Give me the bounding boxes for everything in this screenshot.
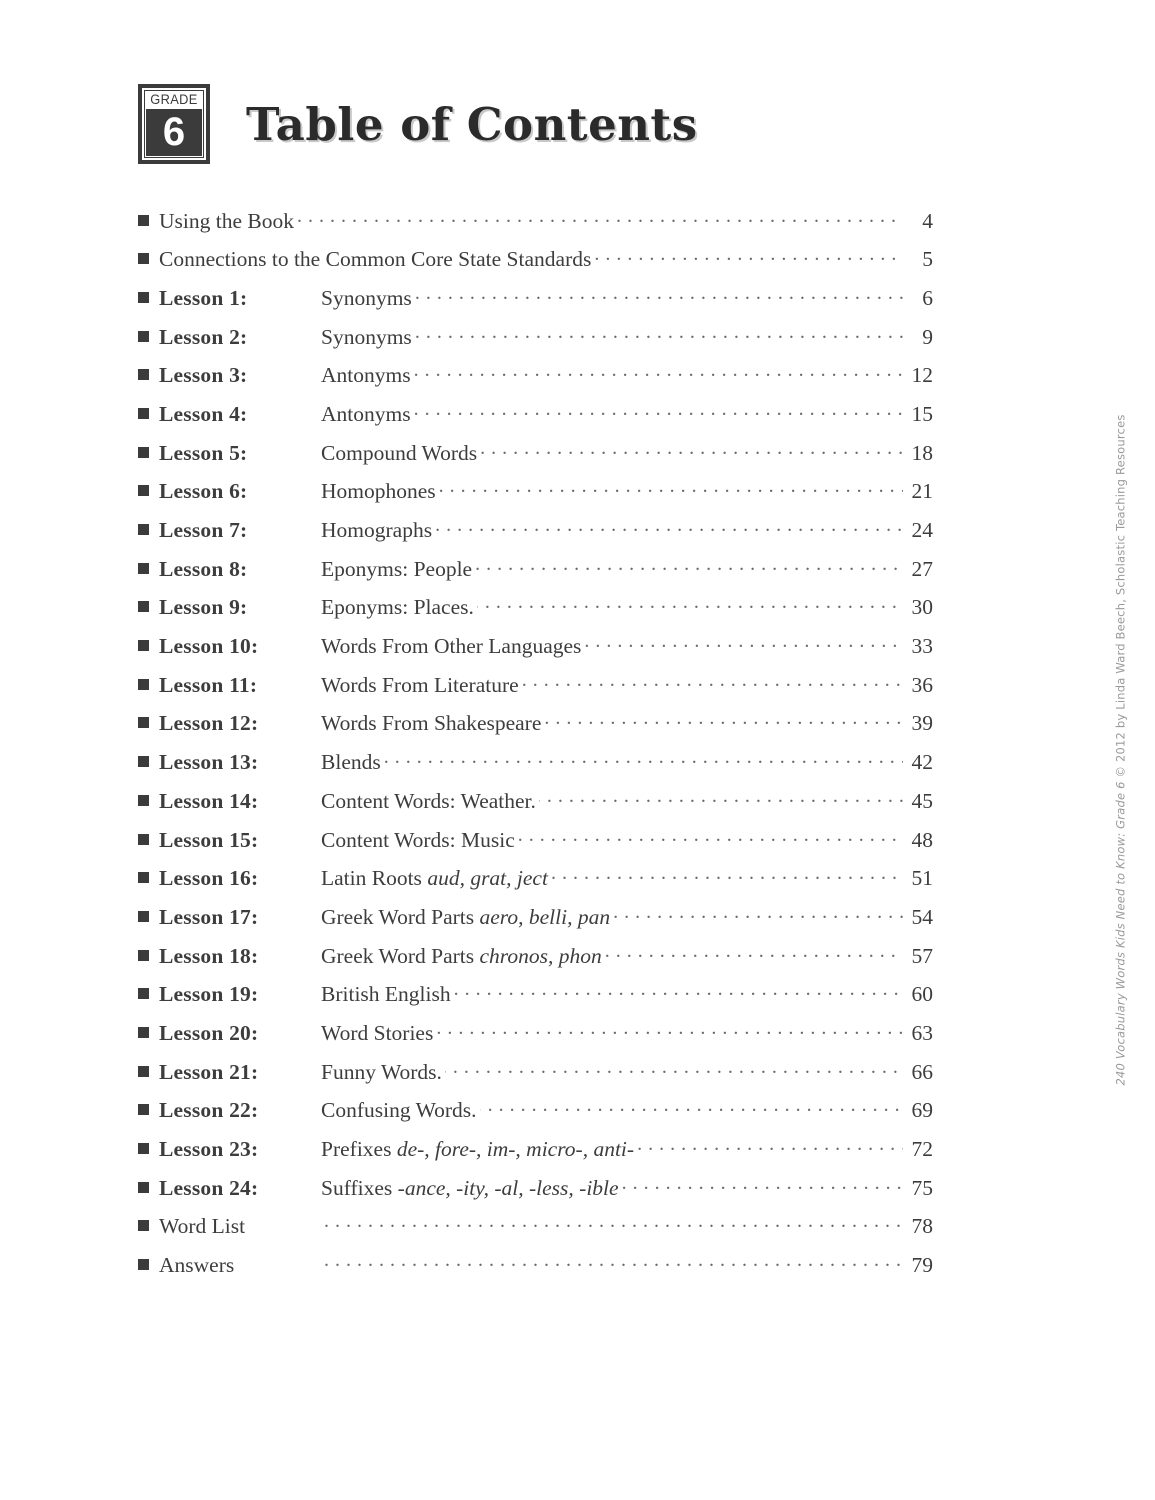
dot-leader: [518, 825, 903, 847]
toc-entry-title-text: Synonyms: [321, 285, 412, 310]
sidebar-credit: [1101, 0, 1141, 1500]
toc-row[interactable]: [138, 1057, 933, 1096]
dot-leader: [435, 516, 903, 538]
grade-number: 6: [146, 109, 202, 156]
toc-row[interactable]: [138, 1212, 933, 1251]
dot-leader: [622, 1173, 903, 1195]
toc-page-number: 4: [922, 208, 933, 233]
toc-entry-label: Answers: [159, 1253, 235, 1278]
toc-entry-title: [321, 557, 472, 582]
toc-entry-title: [321, 634, 581, 659]
toc-page-number: 36: [911, 672, 933, 697]
dot-leader: [415, 283, 903, 305]
dot-leader: [475, 554, 903, 576]
dot-leader: [584, 632, 903, 654]
toc-entry-label: Lesson 4:: [159, 401, 248, 426]
toc-entry-title-emphasis: aero, belli, pan: [479, 904, 611, 929]
toc-entry-label: Connections to the Common Core State Standards: [159, 247, 592, 272]
toc-page-number: 9: [922, 324, 933, 349]
square-bullet-icon: [138, 717, 149, 728]
toc-entry-title-emphasis: aud, grat, ject: [427, 866, 548, 891]
toc-entry-title-text: Antonyms: [321, 363, 411, 388]
toc-row[interactable]: [138, 438, 933, 477]
toc-entry-title-text: Words From Shakespeare: [321, 711, 542, 736]
toc-page-number: 75: [911, 1175, 933, 1200]
toc-entry-label: Word List: [159, 1214, 246, 1239]
toc-row[interactable]: [138, 206, 933, 245]
toc-page-number: 30: [911, 595, 933, 620]
dot-leader: [637, 1135, 903, 1157]
toc-entry-label: Lesson 9:: [159, 595, 248, 620]
dot-leader: [454, 980, 903, 1002]
square-bullet-icon: [138, 1066, 149, 1077]
toc-entry-title-text: Word Stories: [321, 1020, 434, 1045]
toc-entry-label: Lesson 24:: [159, 1175, 259, 1200]
toc-page-number: 42: [911, 750, 933, 775]
toc-entry-title: [321, 789, 536, 814]
toc-entry-title-text: Homographs: [321, 518, 433, 542]
dot-leader: [414, 399, 903, 421]
toc-row[interactable]: [138, 283, 933, 322]
dot-leader: [594, 245, 903, 267]
dot-leader: [480, 438, 903, 460]
grade-badge-inner: [144, 90, 204, 158]
toc-page-number: 54: [911, 904, 933, 929]
toc-row[interactable]: [138, 670, 933, 709]
toc-row[interactable]: [138, 941, 933, 980]
toc-row[interactable]: [138, 361, 933, 400]
toc-entry-label: Lesson 20:: [159, 1020, 259, 1045]
toc-entry-title-text: Confusing Words.: [321, 1098, 477, 1123]
toc-entry-label: Lesson 8:: [159, 556, 248, 581]
toc-entry-title-text: Eponyms: People: [321, 556, 473, 581]
toc-entry-title-text: Content Words: Music: [321, 827, 515, 852]
toc-entry-title-text: Homophones: [321, 479, 436, 504]
toc-page-number: 33: [911, 634, 933, 659]
dot-leader: [522, 670, 903, 692]
table-of-contents: [138, 206, 933, 1289]
toc-row[interactable]: [138, 245, 933, 284]
square-bullet-icon: [138, 447, 149, 458]
toc-page-number: 63: [911, 1020, 933, 1045]
toc-entry-title: [321, 711, 541, 736]
toc-entry-title-text: Content Words: Weather.: [321, 788, 536, 813]
toc-entry-title-emphasis: -ance, -ity, -al, -less, -ible: [397, 1175, 619, 1200]
toc-entry-title: [321, 402, 411, 427]
page-title: Table of Contents: [246, 97, 698, 151]
toc-page-number: 18: [911, 440, 933, 465]
toc-entry-title-emphasis: chronos, phon: [479, 943, 602, 968]
toc-page-number: 24: [911, 518, 933, 542]
toc-row[interactable]: [138, 825, 933, 864]
toc-entry-title-emphasis: de-, fore-, im-, micro-, anti-: [396, 1137, 635, 1161]
toc-entry-title: [321, 1060, 442, 1085]
toc-entry-label: Lesson 19:: [159, 982, 259, 1007]
toc-page-number: 69: [911, 1098, 933, 1123]
toc-entry-label: Lesson 16:: [159, 866, 259, 891]
dot-leader: [384, 748, 903, 770]
toc-row[interactable]: [138, 1096, 933, 1135]
square-bullet-icon: [138, 331, 149, 342]
toc-row[interactable]: [138, 786, 933, 825]
toc-entry-label: Lesson 3:: [159, 363, 248, 388]
toc-row[interactable]: [138, 902, 933, 941]
square-bullet-icon: [138, 1220, 149, 1231]
toc-entry-title-text: Words From Other Languages: [321, 634, 582, 659]
toc-entry-title: [321, 479, 436, 504]
square-bullet-icon: [138, 524, 149, 535]
toc-entry-label: Lesson 5:: [159, 440, 248, 465]
toc-row[interactable]: [138, 554, 933, 593]
toc-page-number: 57: [911, 943, 933, 968]
grade-label: GRADE: [150, 92, 198, 107]
square-bullet-icon: [138, 215, 149, 226]
toc-entry-label: Lesson 1:: [159, 285, 248, 310]
square-bullet-icon: [138, 563, 149, 574]
toc-row[interactable]: [138, 593, 933, 632]
toc-page-number: 51: [911, 866, 933, 891]
square-bullet-icon: [138, 640, 149, 651]
square-bullet-icon: [138, 485, 149, 496]
toc-row[interactable]: [138, 516, 933, 555]
toc-entry-title: [321, 673, 519, 698]
toc-entry-label: Lesson 18:: [159, 943, 259, 968]
toc-entry-title: [321, 286, 412, 311]
toc-entry-label: Lesson 13:: [159, 750, 259, 775]
dot-leader: [324, 1212, 903, 1234]
toc-entry-title: [321, 1021, 433, 1046]
toc-page-number: 45: [911, 788, 933, 813]
dot-leader: [439, 477, 903, 499]
toc-entry-label: Lesson 23:: [159, 1137, 259, 1161]
toc-row[interactable]: [138, 477, 933, 516]
toc-entry-title-text: Antonyms: [321, 401, 411, 426]
square-bullet-icon: [138, 1259, 149, 1270]
toc-entry-title-text: Compound Words: [321, 440, 478, 465]
toc-row[interactable]: [138, 632, 933, 671]
square-bullet-icon: [138, 1143, 149, 1154]
toc-entry-title: [321, 944, 602, 969]
toc-row[interactable]: [138, 1173, 933, 1212]
sidebar-credit-rest: © 2012 by Linda Ward Beech, Scholastic Teaching Resources: [1114, 414, 1128, 782]
toc-entry-label: Lesson 14:: [159, 788, 259, 813]
dot-leader: [480, 1096, 903, 1118]
dot-leader: [544, 709, 903, 731]
toc-page-number: 12: [911, 363, 933, 388]
square-bullet-icon: [138, 253, 149, 264]
toc-entry-title: [321, 518, 432, 543]
toc-entry-title: [321, 363, 411, 388]
toc-entry-title: [321, 866, 548, 891]
dot-leader: [477, 593, 903, 615]
dot-leader: [539, 786, 903, 808]
toc-entry-title: [321, 1098, 477, 1123]
toc-page-number: 21: [911, 479, 933, 504]
square-bullet-icon: [138, 292, 149, 303]
toc-entry-label: Lesson 11:: [159, 672, 258, 697]
toc-entry-title-text: Greek Word Parts: [321, 904, 480, 929]
toc-entry-label: Lesson 22:: [159, 1098, 259, 1123]
toc-entry-title: [321, 828, 515, 853]
toc-entry-label: Lesson 21:: [159, 1059, 259, 1084]
dot-leader: [605, 941, 903, 963]
toc-page-number: 15: [911, 401, 933, 426]
toc-entry-label: Lesson 12:: [159, 711, 259, 736]
toc-row[interactable]: [138, 1018, 933, 1057]
grade-badge: [138, 84, 210, 164]
toc-page-number: 72: [911, 1137, 933, 1161]
toc-entry-title: [321, 441, 477, 466]
toc-entry-title-text: British English: [321, 982, 451, 1007]
toc-entry-label: Lesson 6:: [159, 479, 248, 504]
toc-entry-title-text: Suffixes: [321, 1175, 398, 1200]
square-bullet-icon: [138, 1104, 149, 1115]
square-bullet-icon: [138, 601, 149, 612]
toc-entry-title: [321, 1176, 619, 1201]
toc-row[interactable]: [138, 1251, 933, 1290]
dot-leader: [613, 902, 903, 924]
toc-entry-title-text: Eponyms: Places.: [321, 595, 474, 620]
toc-page-number: 48: [911, 827, 933, 852]
square-bullet-icon: [138, 834, 149, 845]
toc-entry-title: [321, 325, 412, 350]
page-header: [138, 84, 698, 164]
square-bullet-icon: [138, 1182, 149, 1193]
toc-row[interactable]: [138, 1135, 933, 1174]
toc-page-number: 66: [911, 1059, 933, 1084]
toc-page-number: 6: [922, 285, 933, 310]
toc-page-number: 79: [911, 1253, 933, 1278]
toc-entry-title-text: Words From Literature: [321, 672, 519, 697]
toc-entry-label: Lesson 17:: [159, 904, 259, 929]
toc-row[interactable]: [138, 709, 933, 748]
toc-page-number: 5: [922, 247, 933, 272]
square-bullet-icon: [138, 369, 149, 380]
toc-entry-title: [321, 595, 474, 620]
toc-entry-label: Using the Book: [159, 208, 294, 233]
dot-leader: [414, 361, 903, 383]
dot-leader: [297, 206, 903, 228]
square-bullet-icon: [138, 872, 149, 883]
dot-leader: [445, 1057, 903, 1079]
square-bullet-icon: [138, 756, 149, 767]
square-bullet-icon: [138, 911, 149, 922]
square-bullet-icon: [138, 408, 149, 419]
square-bullet-icon: [138, 988, 149, 999]
toc-row[interactable]: [138, 322, 933, 361]
dot-leader: [551, 864, 903, 886]
toc-entry-title-text: Blends: [321, 750, 381, 775]
toc-entry-label: Lesson 15:: [159, 827, 259, 852]
toc-row[interactable]: [138, 864, 933, 903]
toc-entry-title-text: Funny Words.: [321, 1059, 442, 1084]
toc-page-number: 27: [911, 556, 933, 581]
dot-leader: [436, 1018, 903, 1040]
toc-entry-label: Lesson 7:: [159, 518, 248, 542]
toc-entry-title-text: Prefixes: [321, 1137, 397, 1161]
square-bullet-icon: [138, 679, 149, 690]
dot-leader: [415, 322, 903, 344]
square-bullet-icon: [138, 795, 149, 806]
square-bullet-icon: [138, 950, 149, 961]
toc-entry-title: [321, 905, 610, 930]
toc-entry-label: Lesson 2:: [159, 324, 248, 349]
dot-leader: [324, 1251, 903, 1273]
toc-entry-title-text: Latin Roots: [321, 866, 428, 891]
sidebar-credit-book-title: 240 Vocabulary Words Kids Need to Know: Grade 6: [1114, 781, 1128, 1086]
toc-entry-title: [321, 1137, 634, 1162]
toc-row[interactable]: [138, 980, 933, 1019]
toc-page-number: 60: [911, 982, 933, 1007]
toc-page-number: 78: [911, 1214, 933, 1239]
toc-page-number: 39: [911, 711, 933, 736]
toc-row[interactable]: [138, 399, 933, 438]
square-bullet-icon: [138, 1027, 149, 1038]
toc-entry-title: [321, 982, 451, 1007]
toc-entry-title-text: Greek Word Parts: [321, 943, 480, 968]
toc-entry-label: Lesson 10:: [159, 634, 259, 659]
toc-row[interactable]: [138, 748, 933, 787]
toc-entry-title: [321, 750, 381, 775]
toc-entry-title-text: Synonyms: [321, 324, 412, 349]
